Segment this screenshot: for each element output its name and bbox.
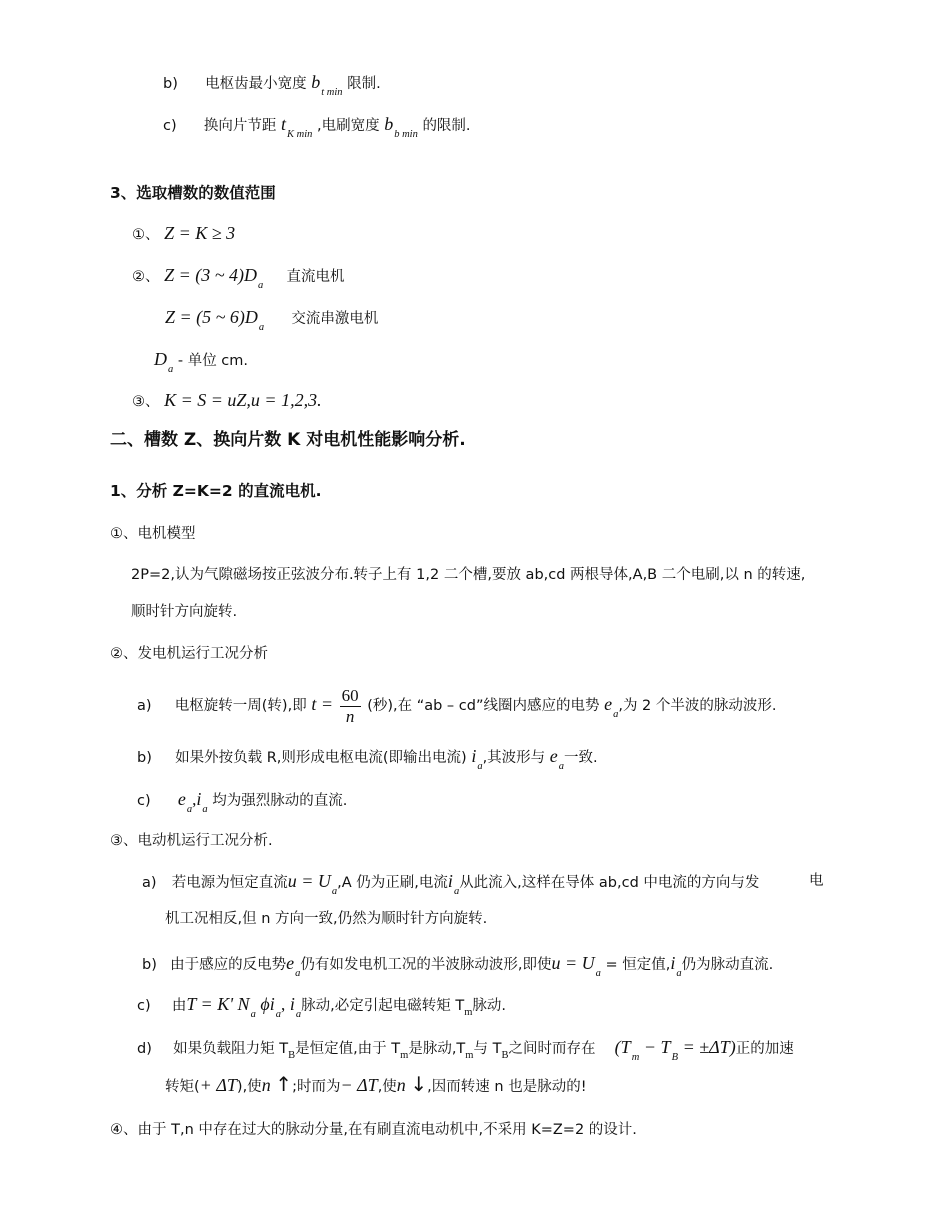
item-conclusion: ④、由于 T,n 中存在过大的脉动分量,在有刷直流电动机中,不采用 K=Z=2 的设计.: [110, 1122, 637, 1138]
item-motor-analysis: ③、电动机运行工况分析.: [110, 833, 273, 849]
paragraph-line: 顺时针方向旋转.: [131, 604, 238, 620]
generator-b: b) 如果外按负载 R,则形成电枢电流(即输出电流) $i_a$,其波形与 $e_a$一致.: [137, 746, 598, 772]
motor-d: d) 如果负载阻力矩 $T_B$是恒定值,由于 $T_m$是脉动$,T_m$与 $T_B$之间时而存在 $(T_m - T_B = \pm\Delta T)$正的加速: [137, 1037, 794, 1063]
rule-3: ③、 K = S = uZ,u = 1,2,3.: [132, 390, 322, 410]
rule-2: ②、 Z = (3 ~ $4)D_a$ 直流电机: [132, 265, 345, 291]
unit-line: $D_a$ - 单位 cm.: [154, 349, 249, 375]
motor-b: b) 由于感应的反电势$e_a$仍有如发电机工况的半波脉动波形,即使$u = U_a$ = 恒定值$,i_a$仍为脉动直流.: [142, 953, 774, 979]
section-title: 二、槽数 Z、换向片数 K 对电机性能影响分析.: [110, 430, 466, 450]
fraction: $\frac{60}{n}$: [341, 685, 359, 726]
b-limit-line: b) 电枢齿最小宽度 $b_{t min}$ 限制.: [163, 72, 381, 98]
subsection-title: 1、分析 Z=K=2 的直流电机.: [110, 482, 322, 500]
generator-c: c) $e_a,i_a$ 均为强烈脉动的直流.: [137, 789, 348, 815]
rule-2b: Z = (5 ~ $6)D_a$ 交流串激电机: [165, 307, 379, 333]
down-arrow-icon: ↓: [410, 1072, 428, 1096]
section-heading: 3、选取槽数的数值范围: [110, 184, 276, 202]
c-limit-line: c) 换向片节距 $t_{K min}$ ,电刷宽度 $b_{b min}$ 的限制.: [163, 114, 471, 140]
motor-c: c) 由T = K' $N_a$ $\phi i_a$, $i_a$脉动,必定引起电磁转矩 $T_m$脉动.: [137, 994, 506, 1020]
motor-a-end: 电: [809, 873, 824, 889]
rule-1: ①、 Z = K ≥ 3: [132, 223, 236, 243]
motor-d-line2: 转矩(+ ΔT),使n ↑;时而为− ΔT,使n ↓,因而转速 n 也是脉动的!: [165, 1072, 587, 1096]
up-arrow-icon: ↑: [275, 1072, 293, 1096]
item-motor-model: ①、电机模型: [110, 526, 196, 542]
item-generator-analysis: ②、发电机运行工况分析: [110, 646, 268, 662]
motor-a-line2: 机工况相反,但 n 方向一致,仍然为顺时针方向旋转.: [165, 911, 488, 927]
generator-a: a) 电枢旋转一周(转),即 t = $\frac{60}{n}$ (秒),在 “ab – cd”线圈内感应的电势 $e_a$,为 2 个半波的脉动波形.: [137, 685, 777, 726]
list-marker: c): [163, 118, 177, 134]
list-marker: b): [163, 76, 178, 92]
paragraph-line: 2P=2,认为气隙磁场按正弦波分布.转子上有 1,2 二个槽,要放 ab,cd 两根导体,A,B 二个电刷,以 n 的转速,: [131, 567, 806, 583]
motor-a: a) 若电源为恒定直流$u = U_a,A$ 仍为正刷,电流$i_a$从此流入,这样在导体 ab,cd 中电流的方向与发: [142, 871, 760, 897]
